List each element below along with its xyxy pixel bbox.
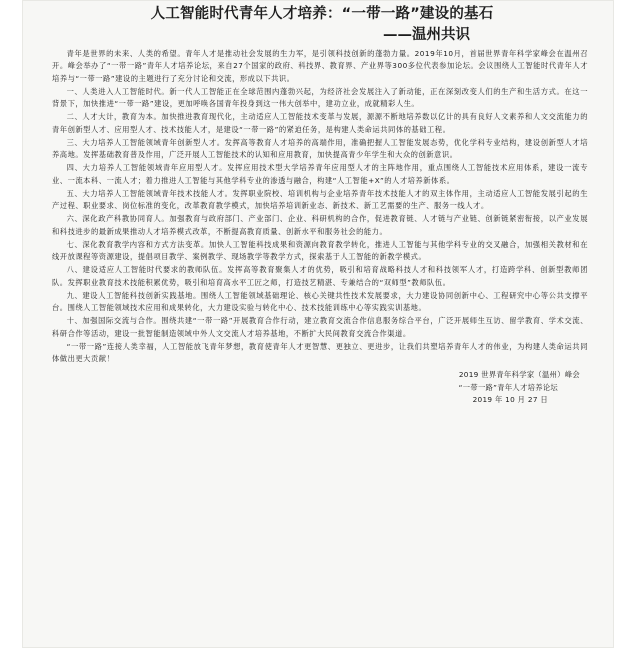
document-body (52, 4, 588, 407)
paragraph-5: 五、大力培养人工智能领域青年技术技能人才。发挥职业院校、培训机构与企业培养青年技术技能人才的双主体作用，主动适应人工智能发展引起的生产过程、职业要求、岗位标准的变化，改革教育教学模式，加快培养培训新业态、新技术、新工艺需要的生产、服务一线人才。 (52, 188, 588, 211)
signature-block (52, 369, 588, 407)
signature-org-line1: 2019 世界青年科学家（温州）峰会 (458, 369, 580, 379)
paragraph-closing: “一带一路”连接人类幸福，人工智能放飞青年梦想，教育使青年人才更智慧、更独立、更进步，让我们共塑培养青年人才的伟业，为构建人类命运共同体做出更大贡献！ (52, 341, 588, 364)
paragraph-9: 九、建设人工智能科技创新实践基地。围绕人工智能领域基础理论、核心关键共性技术发展要求，大力建设协同创新中心、工程研究中心等公共支撑平台。围绕人工智能领域技术应用和成果转化，大力建设实验与转化中心、技术技能训练中心等实践实训基地。 (52, 290, 588, 313)
paragraph-4: 四、大力培养人工智能领域青年应用型人才。发挥应用技术型大学培养青年应用型人才的主阵地作用，重点围绕人工智能技术应用体系，建设一流专业、一流本科、一流人才；着力推进人工智能与其他学科专业的渗透与融合，构建“人工智能+X”的人才培养新体系。 (52, 163, 588, 185)
document-page (22, 0, 614, 648)
document-subtitle: ——温州共识 (383, 27, 470, 43)
paragraph-2: 二、人才大计，教育为本。加快推进教育现代化，主动适应人工智能技术变革与发展，源源不断地培养数以亿计的具有良好人文素养和人文交流能力的青年创新型人才、应用型人才、技术技能人才，是建设“一带一路”的紧迫任务，是构建人类命运共同体的基础工程。 (52, 112, 588, 134)
paragraph-8: 八、建设适应人工智能时代要求的教师队伍。发挥高等教育聚集人才的优势，吸引和培育战略科技人才和科技领军人才，打造跨学科、创新型教师团队。发挥职业教育技术技能积累优势，吸引和培育高水平工匠之师，打造技艺精湛、专兼结合的“双师型”教师队伍。 (52, 265, 588, 287)
document-title: 人工智能时代青年人才培养：“一带一路”建设的基石 (150, 6, 494, 22)
signature-org-line2: “一带一路”青年人才培养论坛 (458, 382, 558, 392)
paragraph-1: 一、人类进入人工智能时代。新一代人工智能正在全球范围内蓬勃兴起，为经济社会发展注入了新动能，正在深刻改变人们的生产和生活方式。在这一背景下，加快推进“一带一路”建设，更加呼唤各国青年投身到这一伟大创举中，建功立业，成就精彩人生。 (52, 86, 588, 109)
paragraph-3: 三、大力培养人工智能领域青年创新型人才。发挥高等教育人才培养的高端作用，准确把握人工智能发展态势，优化学科专业结构，建设创新型人才培养高地。发挥基础教育普及作用，广泛开展人工智能技术的认知和应用教育，加快提高青少年学生和大众的创新意识。 (52, 137, 588, 160)
paragraph-10: 十、加强国际交流与合作。围绕共建“一带一路”开展教育合作行动，建立教育交流合作信息服务综合平台，广泛开展师生互访、留学教育、学术交流、科研合作等活动，建设一批智能制造领域中外人文交流人才培养基地，不断扩大民间教育交流合作渠道。 (52, 316, 588, 338)
paragraph-intro: 青年是世界的未来、人类的希望。青年人才是推动社会发展的生力军，是引领科技创新的蓬勃力量。2019年10月，首届世界青年科学家峰会在温州召开。峰会举办了“一带一路”青年人才培养论坛，来自27个国家的政府、科技界、教育界、产业界等300多位代表参加论坛。会议围绕人工智能时代青年人才培养与“一带一路”建设的主题进行了充分讨论和交流，形成以下共识。 (52, 49, 588, 83)
paragraph-6: 六、深化政产科教协同育人。加强教育与政府部门、产业部门、企业、科研机构的合作，促进教育链、人才链与产业链、创新链紧密衔接，以产业发展和科技进步的最新成果推动人才培养模式改革，不断提高教育质量、创新水平和服务社会的能力。 (52, 214, 588, 236)
signature-date: 2019 年 10 月 27 日 (472, 395, 548, 405)
paragraph-7: 七、深化教育教学内容和方式方法变革。加快人工智能科技成果和资源向教育教学转化，推进人工智能与其他学科专业的交叉融合，加强相关教材和在线开放课程等资源建设，提倡项目教学、案例教学、现场教学等教学方式，探索基于人工智能的新教学模式。 (52, 239, 588, 262)
